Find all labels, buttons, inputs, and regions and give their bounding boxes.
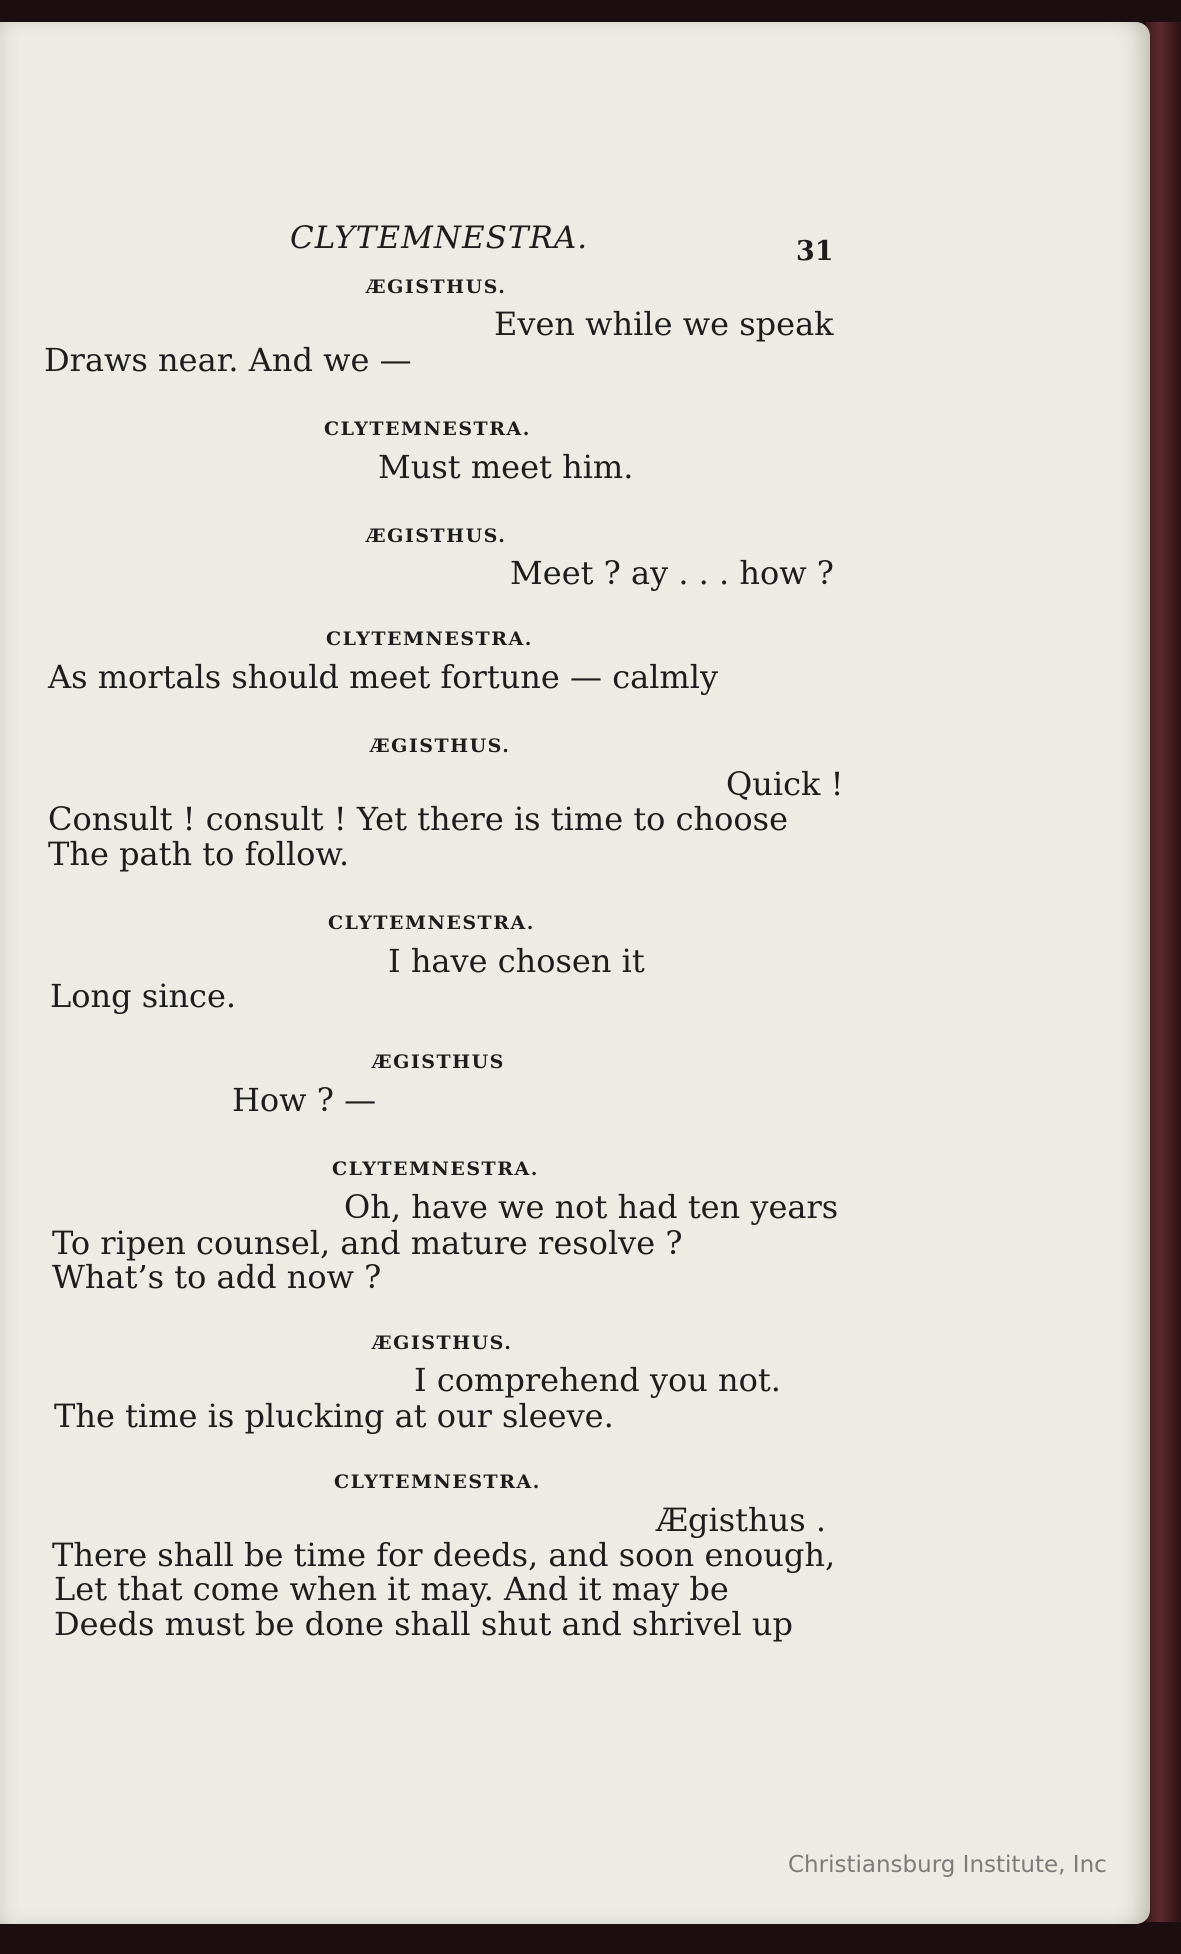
speaker-heading: ÆGISTHUS. [366, 276, 507, 298]
verse-line: Long since. [50, 977, 237, 1015]
speaker-heading: ÆGISTHUS. [372, 1332, 513, 1354]
verse-line: Even while we speak [494, 305, 834, 343]
verse-line: What’s to add now ? [52, 1258, 382, 1296]
verse-line: How ? — [232, 1081, 377, 1119]
speaker-heading: CLYTEMNESTRA. [334, 1471, 541, 1493]
speaker-heading: CLYTEMNESTRA. [326, 628, 533, 650]
verse-line: There shall be time for deeds, and soon enough, [52, 1536, 836, 1574]
verse-line: The path to follow. [48, 835, 350, 873]
speaker-heading: CLYTEMNESTRA. [324, 418, 531, 440]
verse-line: I comprehend you not. [414, 1361, 781, 1399]
verse-line: I have chosen it [388, 942, 645, 980]
speaker-heading: ÆGISTHUS. [370, 735, 511, 757]
page-number: 31 [796, 236, 834, 267]
watermark-text: Christiansburg Institute, Inc [788, 1852, 1107, 1878]
verse-line: Quick ! [726, 765, 844, 803]
book-cover-edge [1146, 22, 1181, 1922]
verse-line: Ægisthus . [656, 1501, 827, 1539]
speaker-heading: ÆGISTHUS. [366, 525, 507, 547]
verse-line: Must meet him. [378, 448, 634, 486]
verse-line: To ripen counsel, and mature resolve ? [52, 1224, 683, 1262]
verse-line: As mortals should meet fortune — calmly [48, 658, 719, 696]
running-header-title: CLYTEMNESTRA. [290, 220, 589, 256]
verse-line: The time is plucking at our sleeve. [54, 1397, 614, 1435]
verse-line: Let that come when it may. And it may be [54, 1570, 729, 1608]
verse-line: Oh, have we not had ten years [344, 1188, 839, 1226]
verse-line: Meet ? ay . . . how ? [510, 554, 834, 592]
speaker-heading: CLYTEMNESTRA. [332, 1158, 539, 1180]
page [0, 22, 1150, 1924]
speaker-heading: ÆGISTHUS [372, 1051, 505, 1073]
verse-line: Consult ! consult ! Yet there is time to choose [48, 800, 789, 838]
speaker-heading: CLYTEMNESTRA. [328, 912, 535, 934]
verse-line: Draws near. And we — [44, 341, 412, 379]
verse-line: Deeds must be done shall shut and shrivel up [54, 1605, 793, 1643]
